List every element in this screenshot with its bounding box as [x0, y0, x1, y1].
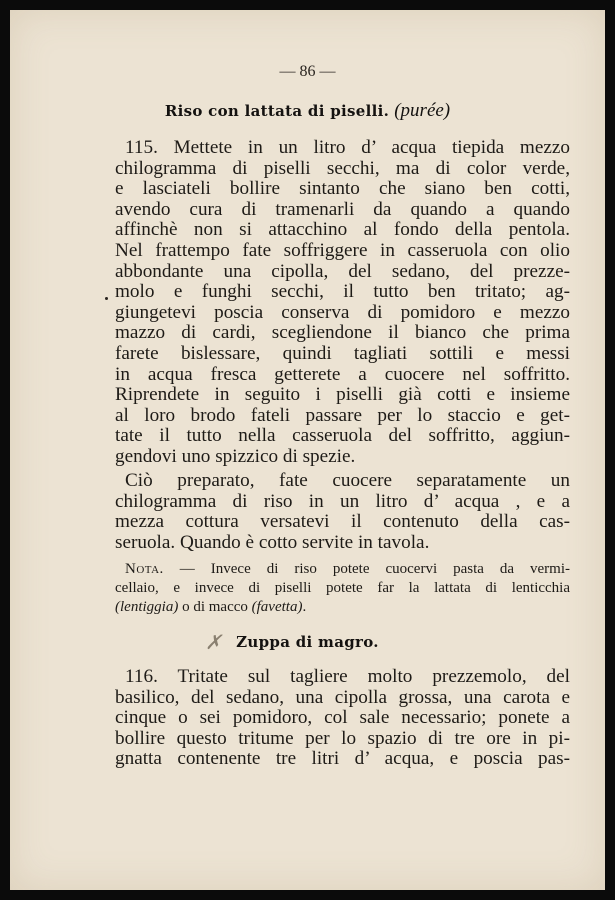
- text-line: Riprendete in seguito i piselli già cotti e insieme: [115, 384, 570, 406]
- recipe-title-text: Riso con lattata di piselli.: [164, 102, 390, 120]
- text-line: avendo cura di tramenarli da quando a quando: [115, 198, 570, 220]
- text-line: affinchè non si attacchino al fondo della pentola.: [115, 219, 570, 241]
- text-line: farete bislessare, quindi tagliati sottili e messi: [115, 342, 570, 364]
- text-line: abbondante una cipolla, del sedano, del prezze-: [115, 260, 570, 282]
- text-line: e lasciateli bollire sintanto che siano ben cotti,: [115, 178, 570, 200]
- recipe-115-paragraph-2: [115, 471, 570, 553]
- text-line: 116. Tritate sul tagliere molto prezzemolo, del: [125, 666, 570, 687]
- margin-pencil-mark: ✗: [205, 632, 222, 654]
- text-line: bollire questo tritume per lo spazio di tre ore in pi-: [115, 727, 570, 749]
- text-line: seruola. Quando è cotto servite in tavola.: [115, 531, 430, 553]
- note-line: [115, 560, 570, 579]
- text-line: basilico, del sedano, una cipolla grossa, una carota e: [115, 686, 570, 708]
- recipe-title-text: Zuppa di magro.: [236, 633, 379, 651]
- text-line: tate il tutto nella casseruola del soffritto, aggiun-: [115, 425, 570, 447]
- note-text: .: [302, 599, 307, 615]
- note-text: o di macco: [178, 599, 252, 615]
- recipe-note: [115, 560, 570, 617]
- text-line: gnatta contenente tre litri d’ acqua, e poscia pas-: [115, 748, 570, 770]
- note-text: — Invece di riso potete cuocervi pasta da vermi-: [179, 561, 570, 577]
- text-line: in acqua fresca getterete a cuocere nel soffritto.: [115, 363, 570, 385]
- text-line: Ciò preparato, fate cuocere separatamente un: [125, 470, 570, 491]
- ink-speck: [105, 297, 108, 300]
- book-page: [10, 10, 605, 890]
- recipe-115-paragraph-1: [115, 138, 570, 468]
- text-line: molo e funghi secchi, il tutto ben tritato; ag-: [115, 281, 570, 303]
- text-line: gendovi uno spizzico di spezie.: [115, 445, 356, 467]
- text-line: mezza cottura versatevi il contenuto della cas-: [115, 511, 570, 533]
- recipe-title-zuppa: [10, 632, 605, 651]
- page-number: — 86 —: [279, 63, 336, 80]
- recipe-title-riso: [10, 100, 605, 122]
- recipe-subtitle: (purée): [394, 100, 451, 121]
- text-line: Nel frattempo fate soffriggere in casseruola con olio: [115, 239, 570, 261]
- text-line: cinque o sei pomidoro, col sale necessario; ponete a: [115, 707, 570, 729]
- text-line: chilogramma di piselli secchi, ma di color verde,: [115, 157, 570, 179]
- recipe-116-paragraph: [115, 667, 570, 770]
- text-line: giungetevi poscia conserva di pomidoro e mezzo: [115, 301, 570, 323]
- text-line: chilogramma di riso in un litro d’ acqua , e a: [115, 490, 570, 512]
- text-line: 115. Mettete in un litro d’ acqua tiepida mezzo: [125, 137, 570, 158]
- note-line: cellaio, e invece di piselli potete far la lattata di lenticchia: [115, 580, 570, 596]
- note-label: Nota.: [125, 561, 164, 577]
- text-line: mazzo di cardi, scegliendone il bianco che prima: [115, 322, 570, 344]
- note-italic-term: (favetta): [251, 599, 303, 615]
- text-line: al loro brodo fateli passare per lo staccio e get-: [115, 404, 570, 426]
- note-italic-term: (lentiggia): [115, 599, 179, 615]
- note-line: [115, 598, 570, 617]
